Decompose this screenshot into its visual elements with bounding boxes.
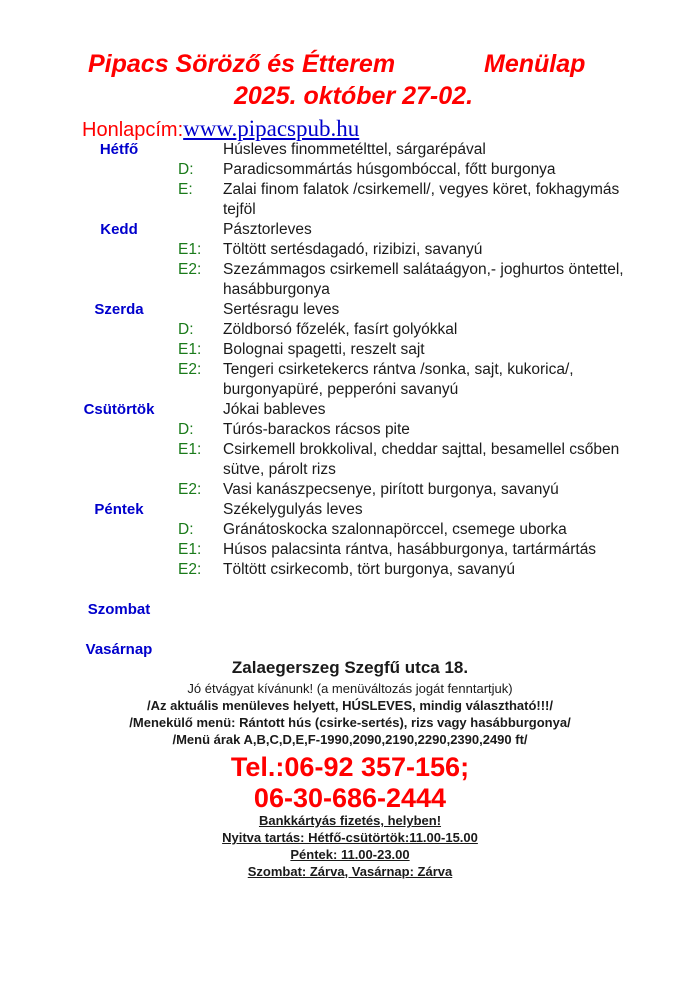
menu-dish: Tengeri csirketekercs rántva /sonka, sajt, kukorica/, [223,361,574,378]
menu-dish: Csirkemell brokkolival, cheddar sajttal, besamellel csőben [223,441,620,458]
menu-row [0,300,700,320]
website-line [82,116,359,142]
menu-heading: Menülap [484,50,586,78]
menu-code: E1: [178,541,202,558]
website-link[interactable]: www.pipacspub.hu [183,116,360,141]
menu-code: D: [178,321,194,338]
menu-row [0,140,700,160]
menu-dish: Töltött csirkecomb, tört burgonya, savanyú [223,561,516,578]
notice-line-1: Jó étvágyat kívánunk! (a menüváltozás jogát fenntartjuk) [187,681,513,696]
menu-code: E1: [178,241,202,258]
menu-code: E2: [178,261,202,278]
menu-dish: burgonyapüré, pepperóni savanyú [223,381,459,398]
menu-row [0,220,700,240]
menu-row [0,180,700,200]
opening-hours-weekdays: Nyitva tartás: Hétfő-csütörtök:11.00-15.00 [222,830,478,845]
menu-dish: Zalai finom falatok /csirkemell/, vegyes köret, fokhagymás [223,181,620,198]
menu-row [0,640,700,660]
restaurant-title [88,50,586,79]
menu-code: E2: [178,481,202,498]
menu-dish: Jókai bableves [223,401,326,418]
menu-code: E2: [178,561,202,578]
website-label: Honlapcím: [82,119,184,141]
menu-code: E2: [178,361,202,378]
menu-list [0,140,700,660]
menu-dish: Húsleves finommetélttel, sárgarépával [223,141,486,158]
phone-2: 06-30-686-2444 [253,783,447,813]
menu-row [0,160,700,180]
notice-line-3: /Menekülő menü: Rántott hús (csirke-sertés), rizs vagy hasábburgonya/ [129,715,571,730]
menu-dish: Zöldborsó főzelék, fasírt golyókkal [223,321,458,338]
menu-row [0,340,700,360]
menu-row [0,500,700,520]
opening-hours-weekend: Szombat: Zárva, Vasárnap: Zárva [247,864,453,879]
menu-row [0,560,700,580]
menu-code: D: [178,521,194,538]
menu-code: E1: [178,341,202,358]
menu-dish: Gránátoskocka szalonnapörccel, csemege uborka [223,521,567,538]
menu-row [0,440,700,460]
notice-line-2: /Az aktuális menüleves helyett, HÚSLEVES, mindig választható!!!/ [147,698,553,713]
menu-row [0,460,700,480]
menu-day: Kedd [100,221,138,238]
menu-dish: sütve, párolt rizs [223,461,336,478]
menu-row [0,520,700,540]
menu-day: Péntek [94,501,144,518]
menu-row [0,320,700,340]
phone-1: Tel.:06-92 357-156; [230,752,470,782]
address: Zalaegerszeg Szegfű utca 18. [231,658,469,677]
menu-dish: Szezámmagos csirkemell salátaágyon,- joghurtos öntettel, [223,261,624,278]
menu-code: D: [178,161,194,178]
menu-dish: Túrós-barackos rácsos pite [223,421,410,438]
menu-code: E1: [178,441,202,458]
menu-row [0,280,700,300]
menu-row [0,540,700,560]
menu-row [0,620,700,640]
menu-day: Csütörtök [83,401,155,418]
menu-day: Szombat [87,601,151,618]
card-payment: Bankkártyás fizetés, helyben! [258,813,442,828]
menu-day: Szerda [94,301,144,318]
menu-dish: Székelygulyás leves [223,501,363,518]
menu-dish: hasábburgonya [223,281,330,298]
opening-hours-friday: Péntek: 11.00-23.00 [290,847,410,862]
menu-dish: tejföl [223,201,256,218]
menu-row [0,260,700,280]
price-line: /Menü árak A,B,C,D,E,F-1990,2090,2190,2290,2390,2490 ft/ [172,732,528,747]
menu-dish: Töltött sertésdagadó, rizibizi, savanyú [223,241,483,258]
menu-code: D: [178,421,194,438]
menu-row [0,200,700,220]
menu-row [0,400,700,420]
menu-day: Vasárnap [85,641,153,658]
menu-row [0,380,700,400]
menu-row [0,240,700,260]
menu-day: Hétfő [99,141,139,158]
menu-row [0,420,700,440]
menu-dish: Pásztorleves [223,221,312,238]
menu-dish: Húsos palacsinta rántva, hasábburgonya, tartármártás [223,541,597,558]
menu-dish: Bolognai spagetti, reszelt sajt [223,341,425,358]
menu-row [0,600,700,620]
menu-date: 2025. október 27-02. [234,82,474,110]
restaurant-name: Pipacs Söröző és Étterem [88,50,396,78]
menu-row [0,360,700,380]
menu-dish: Vasi kanászpecsenye, pirított burgonya, savanyú [223,481,559,498]
menu-dish: Paradicsommártás húsgombóccal, főtt burgonya [223,161,556,178]
menu-dish: Sertésragu leves [223,301,340,318]
menu-row [0,580,700,600]
menu-code: E: [178,181,193,198]
menu-row [0,480,700,500]
